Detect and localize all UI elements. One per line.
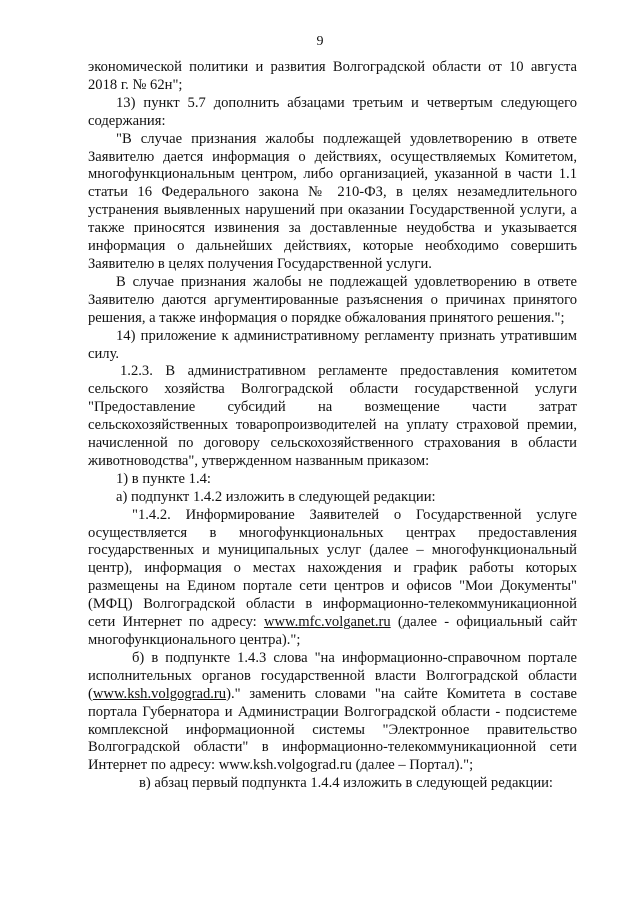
paragraph-item-13: 13) пункт 5.7 дополнить абзацами третьим и четвертым следующего содержания: — [88, 94, 577, 129]
paragraph-1-4-2-text: "1.4.2. Информирование Заявителей о Государственной услуге осуществляется в многофункциональных центрах предоставления государственных и муниципальных услуг (далее – многофункциональный центр), информация о местах нахождения и график работы которых размещены на Едином портале сети центров и офисов "Мои Документы" (МФЦ) Волгоградской области в информационно-телекоммуникационной сети Интернет по адресу: — [88, 506, 577, 631]
page-number: 9 — [316, 34, 324, 49]
mfc-link[interactable]: www.mfc.volganet.ru — [263, 614, 391, 631]
paragraph-subitem-v: в) абзац первый подпункта 1.4.4 изложить в следующей редакции: — [139, 775, 553, 792]
paragraph-subitem-b — [88, 650, 577, 775]
paragraph-b-text: б) в подпункте 1.4.3 слова "на информационно-справочном портале исполнительных органов государственной власти Волгоградской области ( — [88, 649, 577, 702]
paragraph-quote-satisfied: "В случае признания жалобы подлежащей удовлетворению в ответе Заявителю дается информация о действиях, осуществляемых Комитетом, многофункциональным центром, либо организацией, указанной в части 1.1 статьи 16 Федерального закона № 210-ФЗ, в целях незамедлительного устранения выявленных нарушений при оказании Государственной услуги, а также приносятся извинения за доставленные неудобства и указывается информация о дальнейших действиях, которые необходимо совершить Заявителю в целях получения Государственной услуги. — [88, 130, 577, 272]
paragraph-item-14: 14) приложение к административному регламенту признать утратившим силу. — [88, 327, 577, 362]
paragraph-quote-rejected: В случае признания жалобы не подлежащей удовлетворению в ответе Заявителю даются аргументированные разъяснения о причинах принятого решения, а также информация о порядке обжалования принятого решения."; — [88, 273, 577, 326]
document-body — [88, 59, 577, 793]
paragraph-1-2-3: 1.2.3. В административном регламенте предоставления комитетом сельского хозяйства Волгоградской области государственной услуги "Предоставление субсидий на возмещение части затрат сельскохозяйственных товаропроизводителей на уплату страховой премии, начисленной по договору сельскохозяйственного страхования в области животноводства", утвержденном названным приказом: — [88, 363, 577, 469]
ksh-link[interactable]: www.ksh.volgograd.ru — [92, 685, 227, 702]
paragraph-b-tail: )." заменить словами "на сайте Комитета в составе портала Губернатора и Администрации Волгоградской области - подсистеме комплексной информационной системы "Электронное правительство Волгоградской области" в информационно-телекоммуникационной сети Интернет по адресу: www.ksh.volgograd.ru (далее – Портал)."; — [88, 685, 577, 774]
paragraph-1-4-2 — [88, 507, 577, 650]
paragraph-subitem-a: а) подпункт 1.4.2 изложить в следующей редакции: — [116, 488, 436, 505]
paragraph-item-1: 1) в пункте 1.4: — [116, 470, 211, 487]
paragraph-1-4-2-tail: (далее - официальный сайт многофункционального центра)."; — [88, 614, 577, 648]
paragraph-continuation: экономической политики и развития Волгоградской области от 10 августа 2018 г. № 62н"; — [88, 59, 577, 93]
